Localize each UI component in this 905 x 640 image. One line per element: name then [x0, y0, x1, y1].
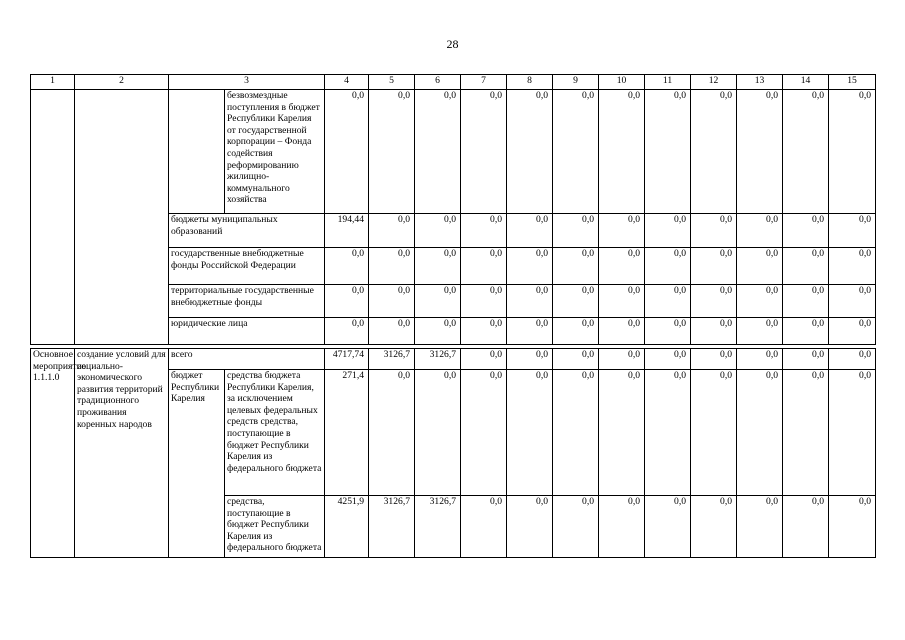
value-cell: 0,0	[737, 496, 783, 558]
value-cell: 0,0	[599, 496, 645, 558]
value-cell: 0,0	[553, 318, 599, 345]
value-cell: 0,0	[829, 349, 876, 370]
header-cell: 14	[783, 75, 829, 90]
value-cell: 0,0	[645, 496, 691, 558]
header-cell: 9	[553, 75, 599, 90]
value-cell: 0,0	[325, 285, 369, 318]
value-cell: 0,0	[599, 285, 645, 318]
cell-empty	[31, 90, 75, 345]
row-label: бюджеты муниципальных образований	[169, 214, 325, 248]
value-cell: 0,0	[645, 370, 691, 496]
value-cell: 0,0	[829, 370, 876, 496]
value-cell: 0,0	[369, 90, 415, 214]
value-cell: 0,0	[783, 370, 829, 496]
header-cell: 4	[325, 75, 369, 90]
row-label: территориальные государственные внебюджетные фонды	[169, 285, 325, 318]
header-cell: 2	[75, 75, 169, 90]
value-cell: 0,0	[829, 214, 876, 248]
value-cell: 0,0	[507, 318, 553, 345]
value-cell: 0,0	[691, 285, 737, 318]
value-cell: 0,0	[461, 214, 507, 248]
value-cell: 0,0	[415, 318, 461, 345]
value-cell: 0,0	[691, 496, 737, 558]
value-cell: 0,0	[507, 496, 553, 558]
value-cell: 0,0	[553, 349, 599, 370]
value-cell: 0,0	[507, 214, 553, 248]
row-label: юридические лица	[169, 318, 325, 345]
value-cell: 0,0	[829, 90, 876, 214]
header-cell: 12	[691, 75, 737, 90]
table-row	[31, 349, 876, 370]
value-cell: 0,0	[829, 496, 876, 558]
value-cell: 4251,9	[325, 496, 369, 558]
value-cell: 0,0	[645, 248, 691, 285]
value-cell: 0,0	[415, 214, 461, 248]
value-cell: 0,0	[369, 318, 415, 345]
value-cell: 0,0	[829, 248, 876, 285]
value-cell: 3126,7	[415, 349, 461, 370]
header-cell: 3	[169, 75, 325, 90]
value-cell: 0,0	[645, 214, 691, 248]
value-cell: 271,4	[325, 370, 369, 496]
value-cell: 3126,7	[415, 496, 461, 558]
value-cell: 0,0	[737, 285, 783, 318]
value-cell: 0,0	[737, 318, 783, 345]
value-cell: 0,0	[325, 90, 369, 214]
value-cell: 0,0	[461, 496, 507, 558]
header-cell: 15	[829, 75, 876, 90]
value-cell: 0,0	[369, 285, 415, 318]
value-cell: 0,0	[461, 90, 507, 214]
value-cell: 0,0	[599, 90, 645, 214]
header-cell: 6	[415, 75, 461, 90]
value-cell: 0,0	[599, 318, 645, 345]
value-cell: 3126,7	[369, 496, 415, 558]
value-cell: 0,0	[461, 370, 507, 496]
value-cell: 0,0	[783, 318, 829, 345]
header-row	[31, 75, 876, 90]
value-cell: 0,0	[415, 370, 461, 496]
header-cell: 11	[645, 75, 691, 90]
budget-table	[30, 74, 876, 558]
value-cell: 0,0	[645, 318, 691, 345]
value-cell: 0,0	[415, 248, 461, 285]
value-cell: 0,0	[507, 248, 553, 285]
header-cell: 5	[369, 75, 415, 90]
value-cell: 0,0	[737, 349, 783, 370]
value-cell: 0,0	[737, 214, 783, 248]
value-cell: 0,0	[783, 349, 829, 370]
value-cell: 0,0	[369, 370, 415, 496]
value-cell: 0,0	[691, 349, 737, 370]
value-cell: 0,0	[461, 248, 507, 285]
value-cell: 0,0	[737, 248, 783, 285]
value-cell: 0,0	[553, 496, 599, 558]
value-cell: 0,0	[645, 349, 691, 370]
value-cell: 3126,7	[369, 349, 415, 370]
header-cell: 1	[31, 75, 75, 90]
cell-empty	[169, 90, 225, 214]
value-cell: 0,0	[737, 90, 783, 214]
value-cell: 0,0	[783, 285, 829, 318]
value-cell: 0,0	[507, 285, 553, 318]
value-cell: 0,0	[783, 214, 829, 248]
value-cell: 0,0	[737, 370, 783, 496]
value-cell: 0,0	[461, 318, 507, 345]
value-cell: 0,0	[553, 370, 599, 496]
row-label: средства бюджета Республики Карелия, за исключением целевых федеральных средств средства, поступающие в бюджет Республики Карелия из федерального бюджета	[225, 370, 325, 496]
value-cell: 0,0	[507, 349, 553, 370]
value-cell: 0,0	[599, 248, 645, 285]
value-cell: 0,0	[645, 90, 691, 214]
value-cell: 0,0	[507, 90, 553, 214]
cell-empty	[75, 90, 169, 345]
value-cell: 0,0	[325, 248, 369, 285]
value-cell: 0,0	[783, 90, 829, 214]
value-cell: 0,0	[415, 285, 461, 318]
value-cell: 0,0	[553, 285, 599, 318]
row-label: всего	[169, 349, 325, 370]
header-cell: 7	[461, 75, 507, 90]
value-cell: 0,0	[783, 496, 829, 558]
value-cell: 0,0	[829, 285, 876, 318]
value-cell: 0,0	[553, 248, 599, 285]
value-cell: 0,0	[691, 370, 737, 496]
value-cell: 0,0	[325, 318, 369, 345]
value-cell: 0,0	[461, 285, 507, 318]
row-label: средства, поступающие в бюджет Республики Карелия из федерального бюджета	[225, 496, 325, 558]
row-label: безвозмездные поступления в бюджет Республики Карелия от государственной корпорации – Фонда содействия реформированию жилищно-коммунального хозяйства	[225, 90, 325, 214]
value-cell: 0,0	[415, 90, 461, 214]
value-cell: 0,0	[369, 248, 415, 285]
value-cell: 0,0	[369, 214, 415, 248]
value-cell: 0,0	[599, 214, 645, 248]
value-cell: 0,0	[691, 318, 737, 345]
value-cell: 0,0	[461, 349, 507, 370]
value-cell: 4717,74	[325, 349, 369, 370]
value-cell: 0,0	[691, 248, 737, 285]
value-cell: 0,0	[599, 370, 645, 496]
value-cell: 0,0	[553, 90, 599, 214]
header-cell: 8	[507, 75, 553, 90]
value-cell: 0,0	[553, 214, 599, 248]
value-cell: 0,0	[599, 349, 645, 370]
value-cell: 0,0	[829, 318, 876, 345]
header-cell: 10	[599, 75, 645, 90]
value-cell: 0,0	[691, 90, 737, 214]
row-label: государственные внебюджетные фонды Российской Федерации	[169, 248, 325, 285]
page-number: 28	[446, 37, 459, 51]
budget-group-label: бюджет Республики Карелия	[169, 370, 225, 558]
value-cell: 0,0	[783, 248, 829, 285]
activity-code: Основное мероприятие 1.1.1.0	[31, 349, 75, 558]
value-cell: 194,44	[325, 214, 369, 248]
value-cell: 0,0	[645, 285, 691, 318]
activity-name: создание условий для социально-экономического развития территорий традиционного проживания коренных народов	[75, 349, 169, 558]
table-row	[31, 90, 876, 214]
value-cell: 0,0	[507, 370, 553, 496]
value-cell: 0,0	[691, 214, 737, 248]
header-cell: 13	[737, 75, 783, 90]
